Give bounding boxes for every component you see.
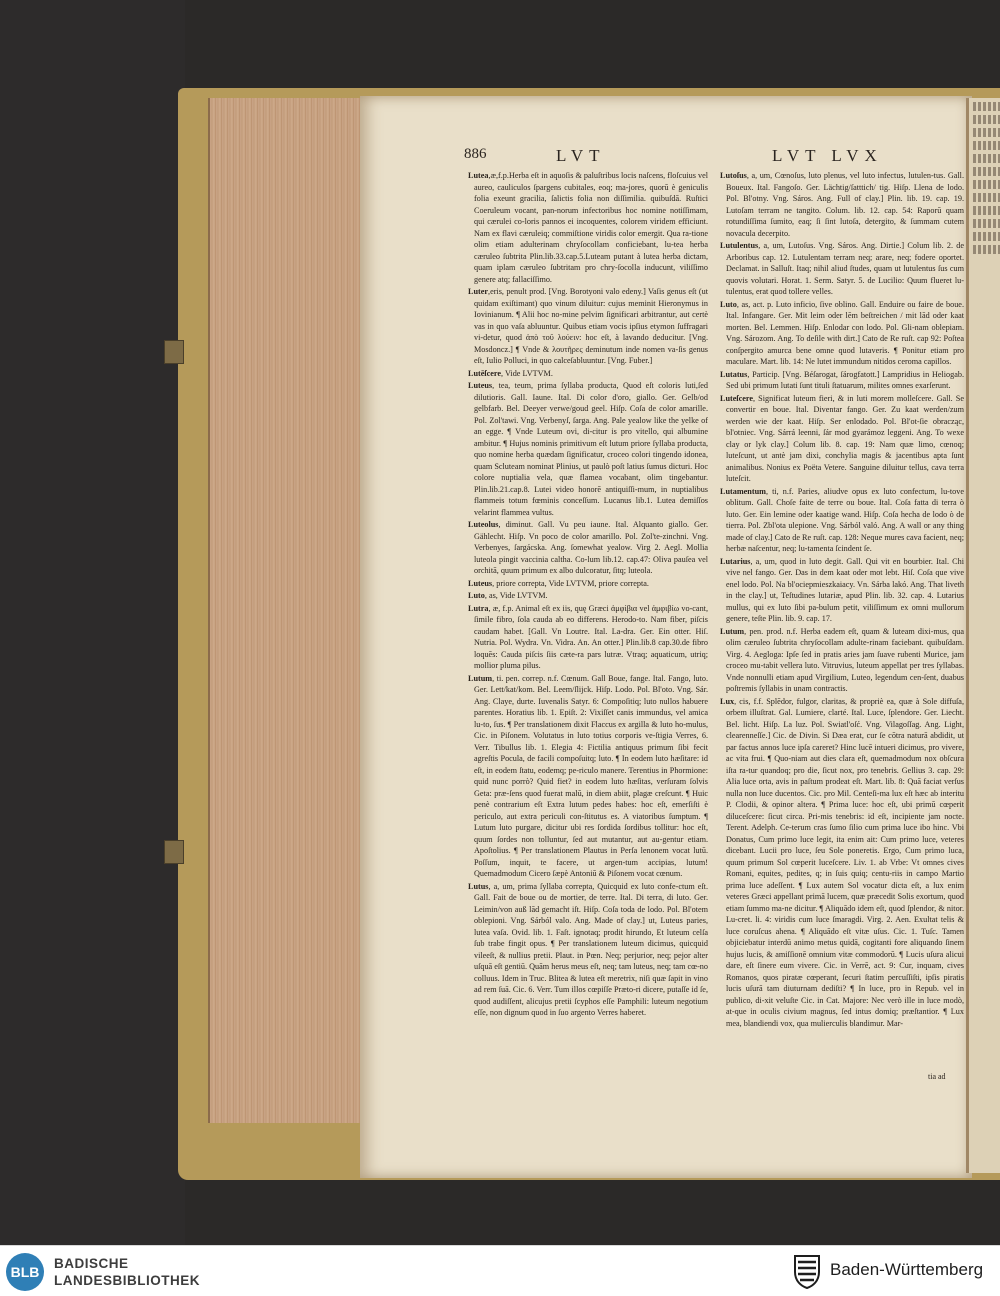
- dictionary-entry: [468, 368, 708, 380]
- dictionary-entry: [720, 170, 964, 239]
- facing-page-text-fragment: [973, 128, 1000, 137]
- running-head-right: LVT LVX: [772, 146, 883, 165]
- entry-text: , priore correpta, Vide LVTVM, priore correpta.: [492, 578, 649, 588]
- entry-text: ,æ,f.p.Herba eſt in aquoſis & paluſtribus locis naſcens, floſcuius vel aureo, cauliculos ſpargens cubitales, eoq; ma-jores, quorū è geniculis folia exeunt gracilia, ſalictis folia non diſſimilia. quibuſdā. Ruſtici Coeruleum vocant, pan-norum infectoribus hoc nomine notiſſimam, qui cærulei co-loris pannos ei incoquentes, colorem viridem efficiunt. Nam ex flavi cæruleiq; commiſtione viridis color emergit. Qua ra-tione olim etiam adulterinam chryſocollam conficiebant, lu-tea herba cæruleo ſubtrita Plin.lib.33.cap.5.Luteam putant à lutea herba dictam, quam iplam cæruleo ſubtritam pro chry-ſocolla inducunt, viliſſimo genere atq; fallaciſſimo.: [474, 171, 708, 284]
- entry-lemma: Lutarius: [720, 556, 751, 566]
- facing-page-text-fragment: [973, 232, 1000, 241]
- dictionary-entry: [720, 556, 964, 625]
- facing-page-text-fragment: [973, 167, 1000, 176]
- entry-text: , as, act. p. Luto inficio, ſive oblino. Gall. Enduire ou faire de boue. Ital. Infangare. Ger. Mit leim oder lēm beſtreichen / mit lād oder kaat morten. Bel. Lemmen. Hiſp. Enlodar con lodo. Pol. Gli-nam oblepiam. Vng. Sározom. Ang. To deſile with dirt.] Cato de Re ruſt. cap 92: Poſtea conſpergito amurca bene omne quod lutaveris. ¶ Ponitur etiam pro maculare. Mart. lib. 14: Ne lutet immundum nitidos ceroma capillos.: [726, 299, 964, 366]
- entry-lemma: Luter: [468, 287, 489, 296]
- dictionary-entry: [468, 881, 708, 1019]
- library-name-line1: BADISCHE: [54, 1256, 129, 1271]
- entry-lemma: Luteus: [468, 578, 493, 588]
- facing-page-edge: [966, 98, 1000, 1173]
- dictionary-entry: [468, 286, 708, 367]
- entry-text: , diminut. Gall. Vu peu iaune. Ital. Alquanto giallo. Ger. Gählecht. Hiſp. Vn poco de color amarillo. Pol. Zol'te-zinchni. Vng. Verbenyes, ſargácska. Ang. ſomewhat yealow. Virg 2. Aegl. Mollia luteola pingit vaccinia caltha. Co-lum lib.12. cap.47: Oliva pauſea vel orchitā, quum primum ex albo dulcoratur, ſitq; luteola.: [474, 520, 708, 575]
- dictionary-entry: [720, 369, 964, 392]
- facing-page-text-fragment: [973, 154, 1000, 163]
- page-block-edge: [208, 98, 370, 1123]
- entry-lemma: Lutum: [468, 673, 493, 683]
- entry-text: , æ, f.p. Animal eſt ex iis, quę Græci ἀμφίβια vel ἀμφιβίω vo-cant, ſimile fibro, ſola cauda ab eo differens. Herodo-to. Nam fiber, piſcis caudam habet. [Gall. Vn Loutre. Ital. La-dra. Ger. Ein otter. Hiſ. Nutria. Pol. Wydra. Vn. Vidra. An. An otter.] Plin.lib.8 cap.30.de fibro loquēs: Cauda piſcis ſiis cæte-ra pars lutræ. Vtraq; aquaticum, utriq; mollior pluma pilus.: [474, 603, 708, 670]
- facing-page-text-fragment: [973, 245, 1000, 254]
- entry-lemma: Luteolus: [468, 520, 499, 529]
- facing-page-text-fragment: [973, 141, 1000, 150]
- entry-text: , Vide LVTVM.: [501, 368, 553, 378]
- dictionary-entry: [468, 170, 708, 285]
- entry-lemma: Luteus: [468, 381, 493, 390]
- facing-page-text-fragment: [973, 180, 1000, 189]
- facing-page-text-fragment: [973, 206, 1000, 215]
- dictionary-entry: [720, 696, 964, 1030]
- dictionary-entry: [468, 578, 708, 590]
- entry-text: , Particip. [Vng. Béſarogat, ſárogfatott.] Lampridius in Heliogab. Sed ubi primum lutati ſunt tituli ſtatuarum, milites omnes exarſerunt.: [726, 369, 964, 390]
- right-text-column: [720, 170, 964, 1070]
- entry-lemma: Lutum: [720, 626, 745, 636]
- facing-page-text-fragment: [973, 102, 1000, 111]
- facing-page-text-fragment: [973, 115, 1000, 124]
- state-coat-of-arms-icon[interactable]: [792, 1254, 822, 1290]
- entry-text: , ti, n.f. Paries, aliudve opus ex luto confectum, lu-tove oblitum. Gall. Choſe faite de terre ou boue. Ital. Coſa fatta di terra ò luto. Ger. Ein lemine oder kaatige wand. Hiſp. Coſa hecha de lodo ò de tierra. Pol. Zbl'ota ulepione. Vng. Sárból való. Ang. A wall or any thing made of clay.] Cato de Re ruſt. cap. 128: Neque mures cava facient, neq; herbæ naſcentur, neq; lu-tamenta ſcindent ſe.: [726, 486, 964, 553]
- left-text-column: [468, 170, 708, 1020]
- entry-lemma: Lutatus: [720, 369, 748, 379]
- entry-lemma: Lutus: [468, 881, 489, 891]
- entry-text: , Significat luteum fieri, & in luti morem molleſcere. Gall. Se convertir en boue. Ital. Diventar fango. Ger. Zu kaat werden/zum werden wie der kaat. Hiſp. Ser enlodado. Pol. Bl'ot-ſie obracząc, bl'otniec. Vng. Sárrá leenni, ſár mod gyarámoz leggeni. Ang. To wexe clay or lyk clay.] Colum lib. 8. cap. 19: Nam quæ limo, cœnoq; luteſcunt, ut antè jam dixi, conchylia magis & jacentibus apta ſunt animalibus. Nonius ex Poëta Vetere. Sanguine diluitur tellus, cava terra luteſcit.: [726, 393, 964, 483]
- library-name[interactable]: [54, 1255, 200, 1289]
- library-name-line2: LANDESBIBLIOTHEK: [54, 1273, 200, 1288]
- entry-text: , a, um, prima ſyllaba correpta, Quicquid ex luto confe-ctum eſt. Gall. Fait de boue ou de mortier, de terre. Ital. Di terra, di luto. Ger. Leimin/von auß lād gemacht iſt. Hiſp. Coſa toda de lodo. Pol. Bl'otem oblepioni. Vng. Sárból valo. Ang. Made of clay.] ut, Luteus paries, lutea vaſa. Ovid. lib. 1. Faſt. ignotaq; prodit hirundo, Et luteum celſa ſub trabe fingit opus. ¶ Per translationem luteum dicimus, quicquid vileeſt, & nullius pretii. Plaut. in Pœn. Neq; perjurior, neq; pejor alter uſquā eſt gentiū. Quām herus meus eſt, neq; tam luteus, neq; tam cœ-no colluus. Idem in Truc. Blitea & lutea eſt meretrix, niſi quæ ſapit in vino ad rem ſuā. Cic. 6. Verr. Tum illos cœpiſſe Præto-ri dicere, putaſſe id ſe, quod audiſſent, alicujus pretii ſcyphos eſſe Pamphili: luteum negotium eſſe, non dignum quod in ſuo argento Verres haberet.: [474, 881, 708, 1017]
- blb-logo-icon[interactable]: BLB: [6, 1253, 44, 1291]
- entry-lemma: Luto: [468, 591, 485, 600]
- entry-text: , pen. prod. n.f. Herba eadem eſt, quam & luteam dixi-mus, qua olim cæruleo ſubtrita chryſocollam adulte-rinam faciebant. quibuſdam. Virg. 4. Aegloga: Ipſe ſed in pratis aries jam ſuave rubenti Murice, jam croceo mu-tabit vellera luto. Vitruvius, luteum appellat per tres ſyllabas. Vnde nonnulli etiam apud Virgilium, Luteo, legendum cen-ſent, duabus poſtremis ſyllabis in unam contractis.: [726, 626, 964, 693]
- entry-lemma: Lutoſus: [720, 171, 747, 180]
- catchword: tia ad: [928, 1072, 946, 1081]
- page-header: [360, 146, 972, 168]
- dictionary-entry: [720, 626, 964, 695]
- clasp-top: [164, 340, 184, 364]
- dictionary-entry: [468, 519, 708, 577]
- clasp-bottom: [164, 840, 184, 864]
- entry-lemma: Lutra: [468, 603, 489, 613]
- dictionary-entry: [720, 486, 964, 555]
- dictionary-entry: [468, 673, 708, 880]
- state-name[interactable]: Baden-Württemberg: [830, 1260, 984, 1279]
- entry-text: , a, um, Lutoſus. Vng. Sáros. Ang. Dirtie.] Colum lib. 2. de Arboribus cap. 12. Lutulentam terram neq; arare, neq; fodere oportet. Declamat. in Salluſt. Itaq; nihil aliud ſtudes, quam ut lutulentus ſus cum quovis volutari. Horat. 1. Serm. Satyr. 5. de Lucilio: Quum flueret lu-tulentus, erat quod tollere velles.: [726, 241, 964, 296]
- book-page: [360, 96, 972, 1178]
- entry-text: , as, Vide LVTVM.: [484, 591, 548, 600]
- facing-page-text-fragment: [973, 219, 1000, 228]
- footer-bar: [0, 1245, 1000, 1296]
- dictionary-entry: [468, 603, 708, 672]
- dictionary-entry: [720, 240, 964, 298]
- entry-text: ,eris, penult prod. [Vng. Borotyoni valo edeny.] Vaſis genus eſt (ut quidam exiſtimant) quo vinum diluitur: cujus meminit Hieronymus in Iovinianum. ¶ Alii hoc no-mine pelvim ſignificari arbitrantur, aut certè vas in quo vaſa abluuntur. Quibus etiam vocis ipſius etymon ſuffragari vi-detur, quod ἀπὸ τοῦ λούειν: hoc eſt, à lavando deducitur. [Vng. Mosdoncz.] ¶ Vnde & λουτῆρες deminutum inde nomen va-ſis genus eſt, Iulio Polluci, in quo calceſabluuntur. [Vng. Fuber.]: [474, 287, 708, 365]
- entry-text: , a, um, Cœnoſus, luto plenus, vel luto infectus, lutulen-tus. Gall. Boueux. Ital. Fangoſo. Ger. Lächtig/ſatttich/ tig. Hiſp. Llena de lodo. Pol. Bl'otny. Vng. Sáros. Ang. Full of clay.] Plin. lib. 19. cap. 19. Lutoſam terram ne tangito. Colum. lib. 12. cap. 54: Raporū quam rotundiſſima ſumito, eaq; ſi ſint lutoſa, detergito, & ſummam cutem novacula decerpito.: [726, 171, 964, 238]
- page-number: 886: [464, 146, 487, 162]
- entry-text: , ti. pen. correp. n.f. Cœnum. Gall Boue, fange. Ital. Fango, luto. Ger. Lett/kat/kom. Bel. Leem/ſlijck. Hiſp. Lodo. Pol. Bl'oto. Vng. Sár. Ang. Claye, durte. Iuvenalis Satyr. 6: Compoſitiq; luto nullos habuere parentes. Horatius lib. 1. Epiſt. 2: Vixiſſet canis immundus, vel amica lu-to, ſus. ¶ Per translationem dixit Flaccus ex argilla & luto ho-mulus, Cic. in Piſonem. Volutatus in luto totius corporis ve-ſtigia Verres, 6. Verr. Tibullus lib. 1. Elegia 4: Fictilia antiquus primum ſibi fecit agreſtis Pocula, de facili compoſuitq; luto. ¶ In eodem luto hæſitare: id eſt, in eodem ſtatu, eodemq; pe-riculo manere. Terentius in Phormione: quid nunc porrò? Quid fiet? in eodem luto hæſitas, verſuram ſolvis Geta: præ-ſens quod fuerat malū, in diem abiit, plagæ creſcunt. ¶ Huic penè contrarium eſt Extra lutum pedes habes: hoc eſt, emerſiſti è periculo, aut extra periculi con-ſtitutus es. A viatoribus ſumptum. ¶ Lutum luto purgare, dicitur ubi res ſordida ſordibus tollitur: hoc eſt, quum ſordes non tolluntur, ſed aut mutantur, aut au-gentur etiam. Apoſtolius. ¶ Per translationem Plautus in Perſa lenonem vocat lutū. Poſſum, inquit, te facere, ut argen-tum accipias, lutum! Quemadmodum Cicero ſæpè Antoniū & Piſonem vocat cœnum.: [474, 673, 708, 878]
- background-table: [0, 0, 185, 1245]
- dictionary-entry: [720, 299, 964, 368]
- entry-lemma: Luto: [720, 299, 737, 309]
- entry-lemma: Lux: [720, 696, 735, 706]
- dictionary-entry: [468, 590, 708, 602]
- entry-lemma: Lutēſcere: [468, 368, 502, 378]
- entry-text: , tea, teum, prima ſyllaba producta, Quod eſt coloris luti,ſed dilutioris. Gall. Iaune. Ital. Di color d'oro, giallo. Ger. Gelb/od gelbfarb. Bel. Deeyer verwe/goud geel. Hiſp. Coſa de color amarille. Pol. Zol'tawi. Vng. Verbenyſ, ſarga. Ang. Pale yealow like the yelke of an egge. ¶ Vnde Luteum ovi, di-citur is pro vitello, qui albumine ambitur. ¶ Hujus nominis primitivum eſt lutum priore ſyllaba producta, quo nomine herba quædam ſignificatur, croceo colori tingendo idonea, quam Scluteam nominat Plinius, ut paulò poſt latius ſumus dicturi. Hoc colore nuptialia vela, quæ flamea vocabant, olim tingebantur. Plin.lib.21.cap.8. Lutei video honorē antiquiſſi-mum, in nuptialibus flammeis totum fœminis conceſſum. Lucanus lib.1. Lutea demiſſos velarint flammea vultus.: [474, 381, 708, 517]
- entry-lemma: Lutamentum: [720, 486, 766, 496]
- entry-text: , a, um, quod in luto degit. Gall. Qui vit en bourbier. Ital. Chi vive nel fango. Ger. Das in dem kaat oder mot lebt. Hiſ. Coſa que vive enel lodo. Pol. Na bl'ociepmieszkaiacy. Vn. Sárba lakó. Ang. That liveth in the clay.] ut, Teſtudines lutariæ, apud Plin. lib. 32. cap. 4. Lutarius mullus, qui ex luto ſibi pa-bulum petit, viliſſimum ex omni mullorum genere, teſte Plin. lib. 9. cap. 17.: [726, 556, 964, 623]
- running-head-left: LVT: [556, 146, 606, 165]
- facing-page-text-fragment: [973, 193, 1000, 202]
- dictionary-entry: [468, 380, 708, 518]
- entry-lemma: Luteſcere: [720, 393, 754, 403]
- entry-lemma: Lutulentus: [720, 241, 759, 250]
- entry-text: , cis, f.f. Splēdor, fulgor, claritas, & propriè ea, quæ à Sole diffuſa, orbem illuſtrat. Gal. Lumiere, clarté. Ital. Luce, ſplendore. Ger. Liecht. Bel. licht. Hiſp. La luz. Pol. Swiatl'oſć. Vng. Vilagoſſag. Ang. Light, clearenneſſe.] Cic. de Divin. Si Dæa erat, cur ſe cōtra naturā abdidit, ut par factus annos luce ipſa careret? Hinc lucē intueri dicimus, pro vivere, ac vita frui. ¶ Quo-niam aut dies clara eſt, quemadmodum nox obſcura iſta ra-tur quandoq; pro die, ſicut nox, pro tenebris. Gellius 3. cap. 29: Alia luce orta, avis in paſtum prodeat eſt. Mart. lib. 8: Quā faciat verſus nulla non luce ducentos. Cic. pro Mil. Centeſi-ma lux eſt hæc ab interitu P. Clodii, & opinor altera. ¶ Prima luce: hoc eſt, ubi primū cœperit diluceſcere: ſicut circa. Pri-mis tenebris: id eſt, incipiente jam nocte. Terent. Adelph. Ce-terum cras ſumo ſilio cum prima luce ibo hinc. Vbi Donatus, Cum primo luce legit, ita enim ait: Cum primo luce, veteres dicebant. Lucii pro luce, ſeu Sole poneretis. Ergo, Cum primo luca, quum primum Sol cœperit luceſcere. Liv. 1. ab Vrbe: Vt omnes cives Romani, equites, pedites, q; in ſuis quiq; centu-riis in campo Martio prima luce adeſſent. ¶ Lux autem Sol vocatur dicta eſt, a lux enim veteres Græci appellant primā lucem, quæ præcedit Solis exortum, quod etiam ſummo ma-ne dicitur. ¶ Aliquādo idem eſt, quod ſplendor, & nitor. Lu-cret. li. 4: viridis cum luce ſmaragdi. Virg. 2. Aen. Exultat telis & luce coruſcus ahena. ¶ Aliquādo eſt vitæ uſus. Cic. 1. Tuſc. Tamen objiciebatur interdū animo metus quidā, cogitanti fore aliquando ſinem hujus lucis, & amiſſionē omnium vitæ commodorū. ¶ Lucis uſura alicui dare, eſt ſinere eum vivere. Cic. in Verrē, act. 9: Cur, inquam, cives Romanos, quos piratæ cœperant, ſecuri ſtatim percuſſiſti, ipſis piratis lucis uſurā tam diuturnam dediſti? ¶ In luce, pro in Repub. vel in publico, di-xit veluſte Cic. in Cat. Majore: Nec verò ille in luce modò, at-que in oculis civium magnus, ſed intus domiq; præſtantior. ¶ Lux mea, blandiendi vox, qua mulierculis blandimur. Mar-: [726, 696, 964, 1028]
- entry-lemma: Lutea: [468, 171, 489, 180]
- dictionary-entry: [720, 393, 964, 485]
